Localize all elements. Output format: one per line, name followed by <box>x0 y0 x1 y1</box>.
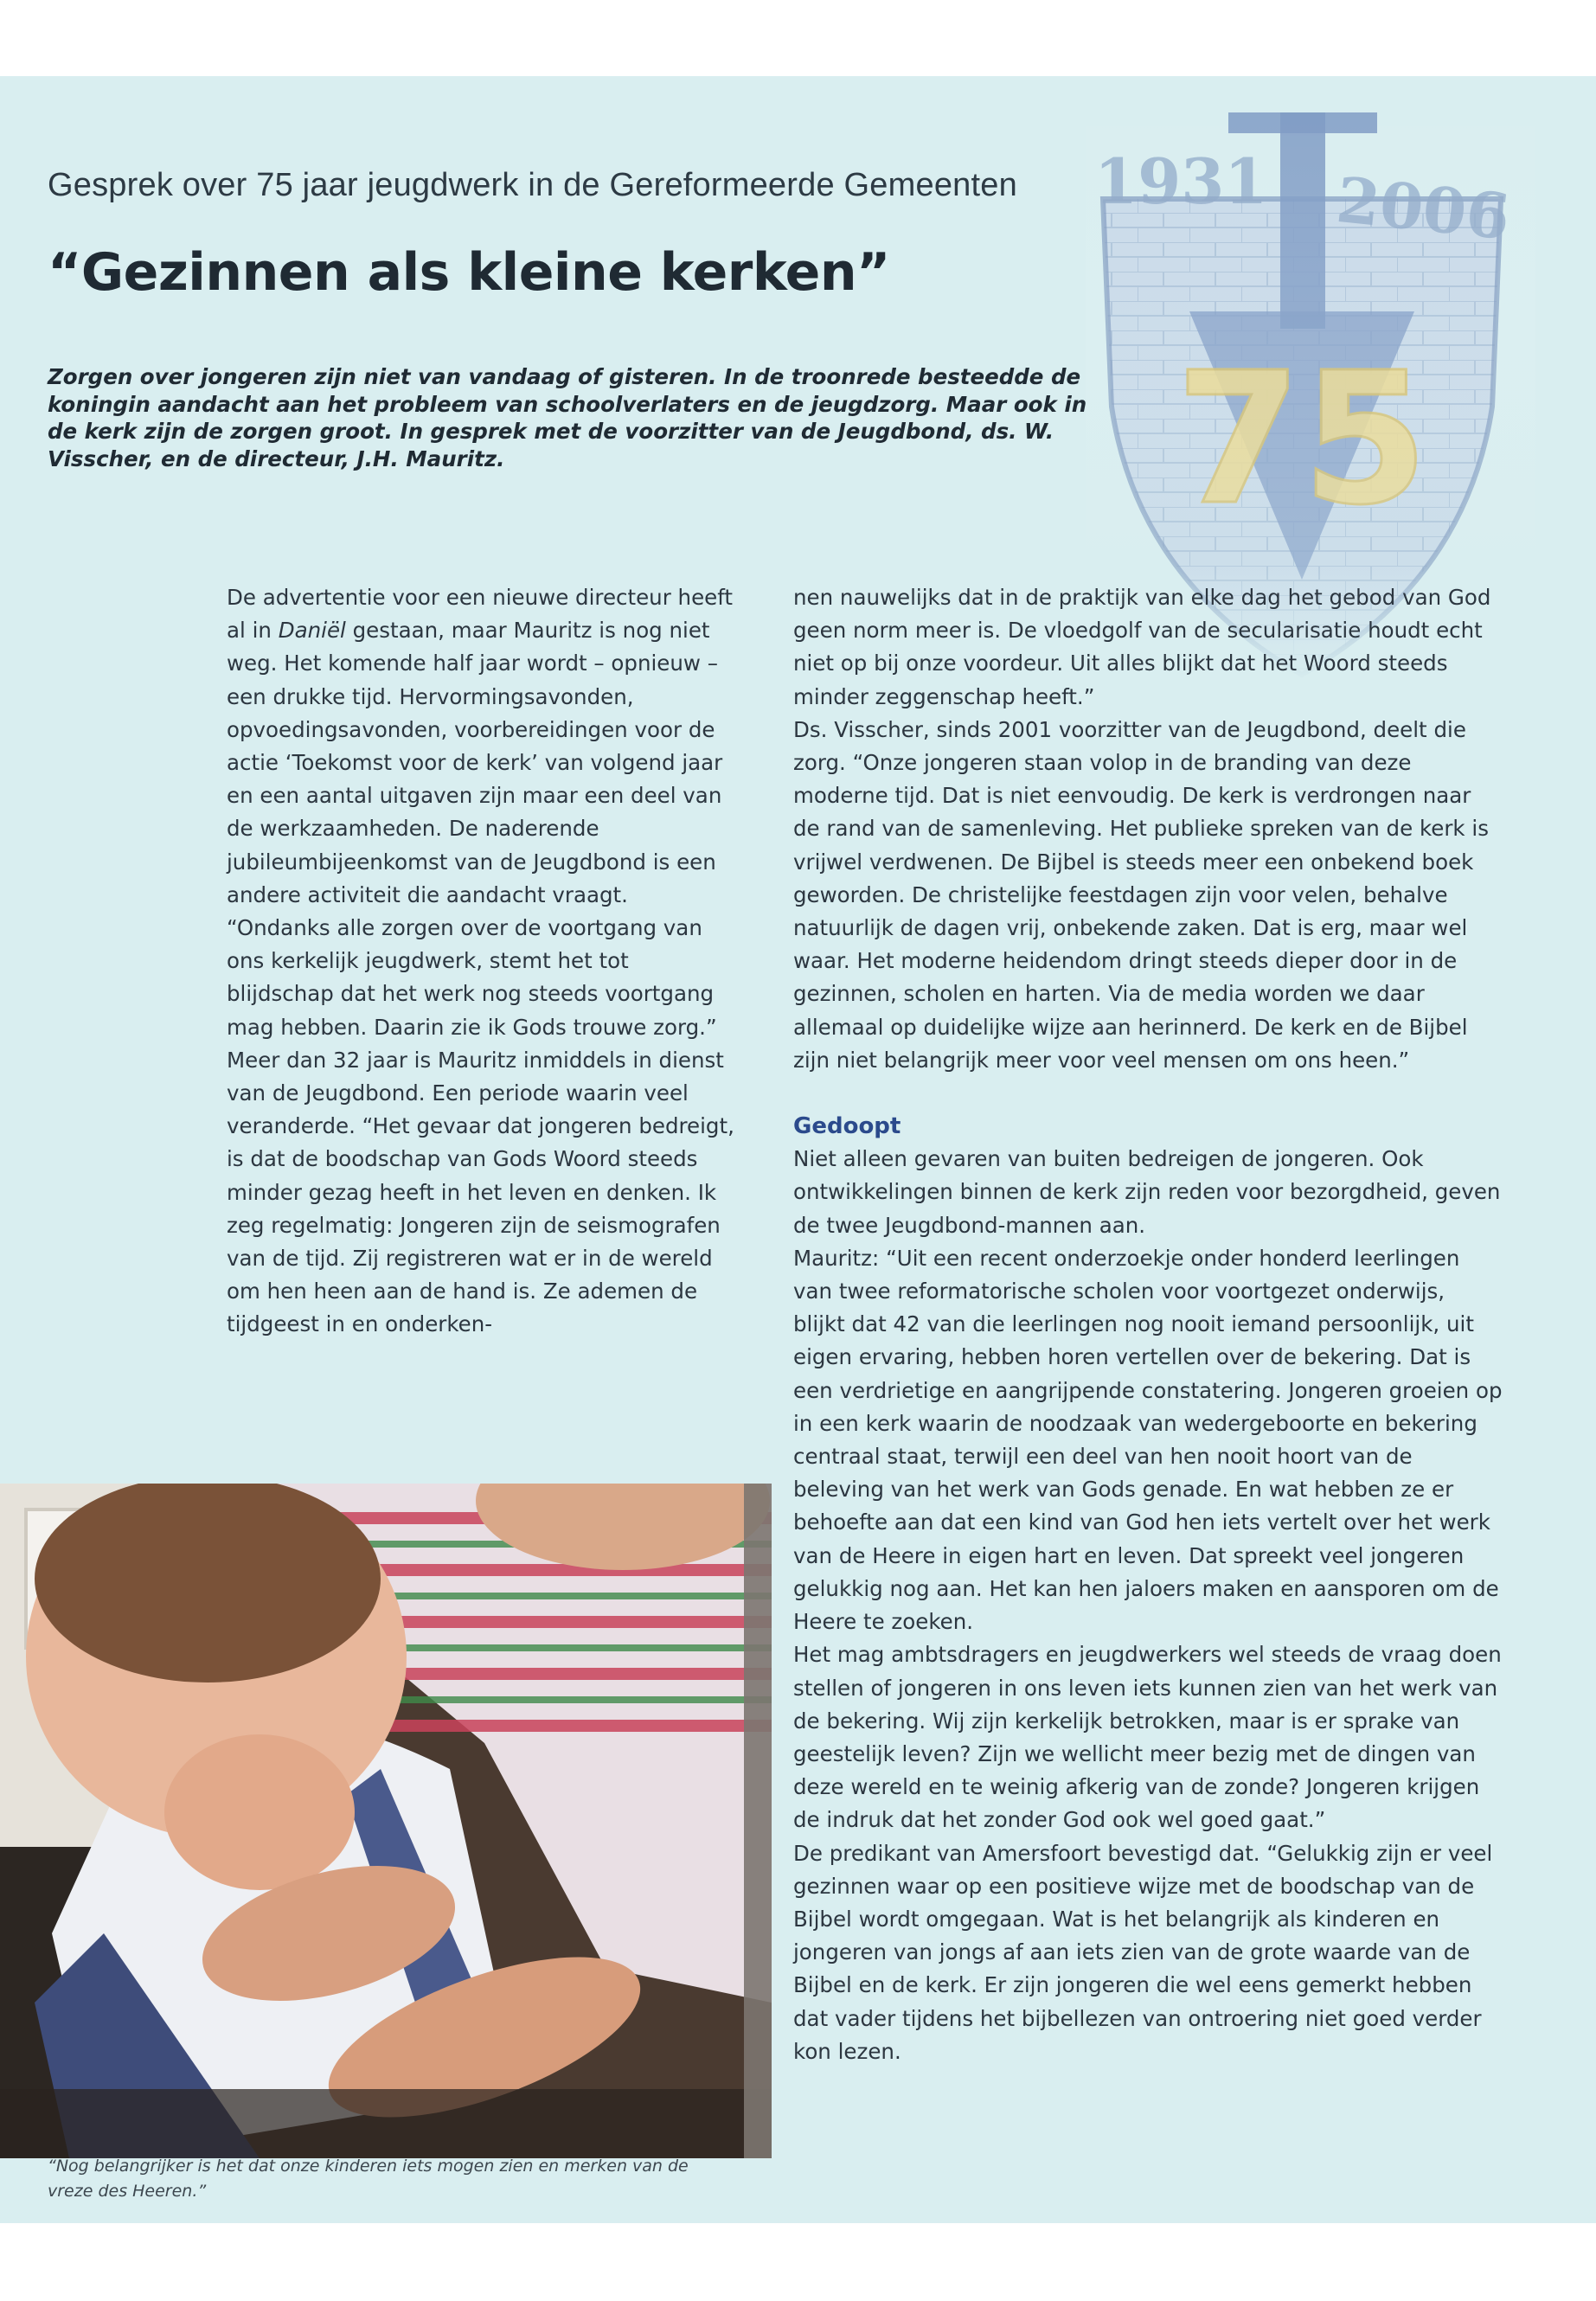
text-run: gestaan, maar Mauritz is nog niet weg. Het komende half jaar wordt – opnieuw – een drukke tijd. Hervormingsavonden, opvoedingsavonden, voorbereidingen voor de actie ‘Toekomst voor de kerk’ van volgend jaar en een aantal uitgaven zijn maar een deel van de werkzaamheden. De naderende jubileumbijeenkomst van de Jeugdbond is een andere activiteit die aandacht vraagt. <box>227 618 723 907</box>
paragraph: Het mag ambtsdragers en jeugdwerkers wel steeds de vraag doen stellen of jongeren in ons leven iets kunnen zien van het werk van de bekering. Wij zijn kerkelijk betrokken, maar is er sprake van geestelijk leven? Zijn we wellicht meer bezig met de dingen van deze wereld en te weinig afkerig van de zonde? Jongeren krijgen de indruk dat het zonder God ook wel goed gaat.” <box>793 1642 1502 1833</box>
magazine-name: Daniël <box>278 618 346 644</box>
section-heading: Gedoopt <box>793 1113 901 1140</box>
left-column <box>227 581 742 1342</box>
article-photo <box>0 1484 772 2158</box>
paragraph: “Ondanks alle zorgen over de voortgang van ons kerkelijk jeugdwerk, stemt het tot blijdschap dat het werk nog steeds voortgang mag hebben. Daarin zie ik Gods trouwe zorg.” <box>227 915 717 1040</box>
paragraph: Niet alleen gevaren van buiten bedreigen de jongeren. Ook ontwikkelingen binnen de kerk zijn reden voor bezorgdheid, geven de twee Jeugdbond-mannen aan. <box>793 1146 1501 1238</box>
lead-paragraph: Zorgen over jongeren zijn niet van vandaag of gisteren. In de troonrede besteedde de koningin aandacht aan het probleem van schoolverlaters en de jeugdzorg. Maar ook in de kerk zijn de zorgen groot. In gesprek met de voorzitter van de Jeugdbond, ds. W. Visscher, en de directeur, J.H. Mauritz. <box>48 364 1087 471</box>
article-kicker: Gesprek over 75 jaar jeugdwerk in de Gereformeerde Gemeenten <box>48 167 1017 203</box>
paragraph <box>227 581 742 912</box>
paragraph: Mauritz: “Uit een recent onderzoekje onder honderd leerlingen van twee reformatorische scholen voor voortgezet onderwijs, blijkt dat 42 van die leerlingen nog nooit iemand persoonlijk, uit eigen ervaring, hebben horen vertellen over de bekering. Dat is een verdrietige en aangrijpende constatering. Jongeren groeien op in een kerk waarin de noodzaak van wedergeboorte en bekering centraal staat, terwijl een deel van hen nooit hoort van de beleving van het werk van Gods genade. En wat hebben ze er behoefte aan dat een kind van God hen iets vertelt over het werk van de Heere in eigen hart en leven. Dat spreekt veel jongeren gelukkig nog aan. Het kan hen jaloers maken en aansporen om de Heere te zoeken. <box>793 1245 1503 1635</box>
paragraph: nen nauwelijks dat in de praktijk van elke dag het gebod van God geen norm meer is. De vloedgolf van de secularisatie houdt echt niet op bij onze voordeur. Uit alles blijkt dat het Woord steeds minder zeggenschap heeft.” <box>793 585 1491 709</box>
photo-caption: “Nog belangrijker is het dat onze kinderen iets mogen zien en merken van de vreze des Heeren.” <box>48 2157 689 2201</box>
text-run: De advertentie voor een nieuwe directeur heeft al in <box>227 585 734 644</box>
paragraph: Ds. Visscher, sinds 2001 voorzitter van de Jeugdbond, deelt die zorg. “Onze jongeren staan volop in de branding van deze moderne tijd. Dat is niet eenvoudig. De kerk is verdrongen naar de rand van de samenleving. Het publieke spreken van de kerk is vrijwel verdwenen. De Bijbel is steeds meer een onbekend boek geworden. De christelijke feestdagen zijn voor velen, behalve natuurlijk de dagen vrij, onbekende zaken. Dat is erg, maar wel waar. Het moderne heidendom dringt steeds dieper door in de gezinnen, scholen en harten. Via de media worden we daar allemaal op duidelijke wijze aan herinnerd. De kerk en de Bijbel zijn niet belangrijk meer voor veel mensen om ons heen.” <box>793 716 1489 1073</box>
right-column <box>793 581 1503 2068</box>
article-title: “Gezinnen als kleine kerken” <box>48 242 890 303</box>
paragraph: De predikant van Amersfoort bevestigd dat. “Gelukkig zijn er veel gezinnen waar op een positieve wijze met de boodschap van de Bijbel wordt omgegaan. Wat is het belangrijk als kinderen en jongeren van jongs af aan iets zien van de grote waarde van de Bijbel en de kerk. Er zijn jongeren die wel eens gemerkt hebben dat vader tijdens het bijbellezen van ontroering niet goed verder kon lezen. <box>793 1840 1493 2064</box>
paragraph: Meer dan 32 jaar is Mauritz inmiddels in dienst van de Jeugdbond. Een periode waarin veel veranderde. “Het gevaar dat jongeren bedreigt, is dat de boodschap van Gods Woord steeds minder gezag heeft in het leven en denken. Ik zeg regelmatig: Jongeren zijn de seismografen van de tijd. Zij registreren wat er in de wereld om hen heen aan de hand is. Ze ademen de tijdgeest in en onderken- <box>227 1047 734 1337</box>
article-lead <box>48 363 1112 472</box>
